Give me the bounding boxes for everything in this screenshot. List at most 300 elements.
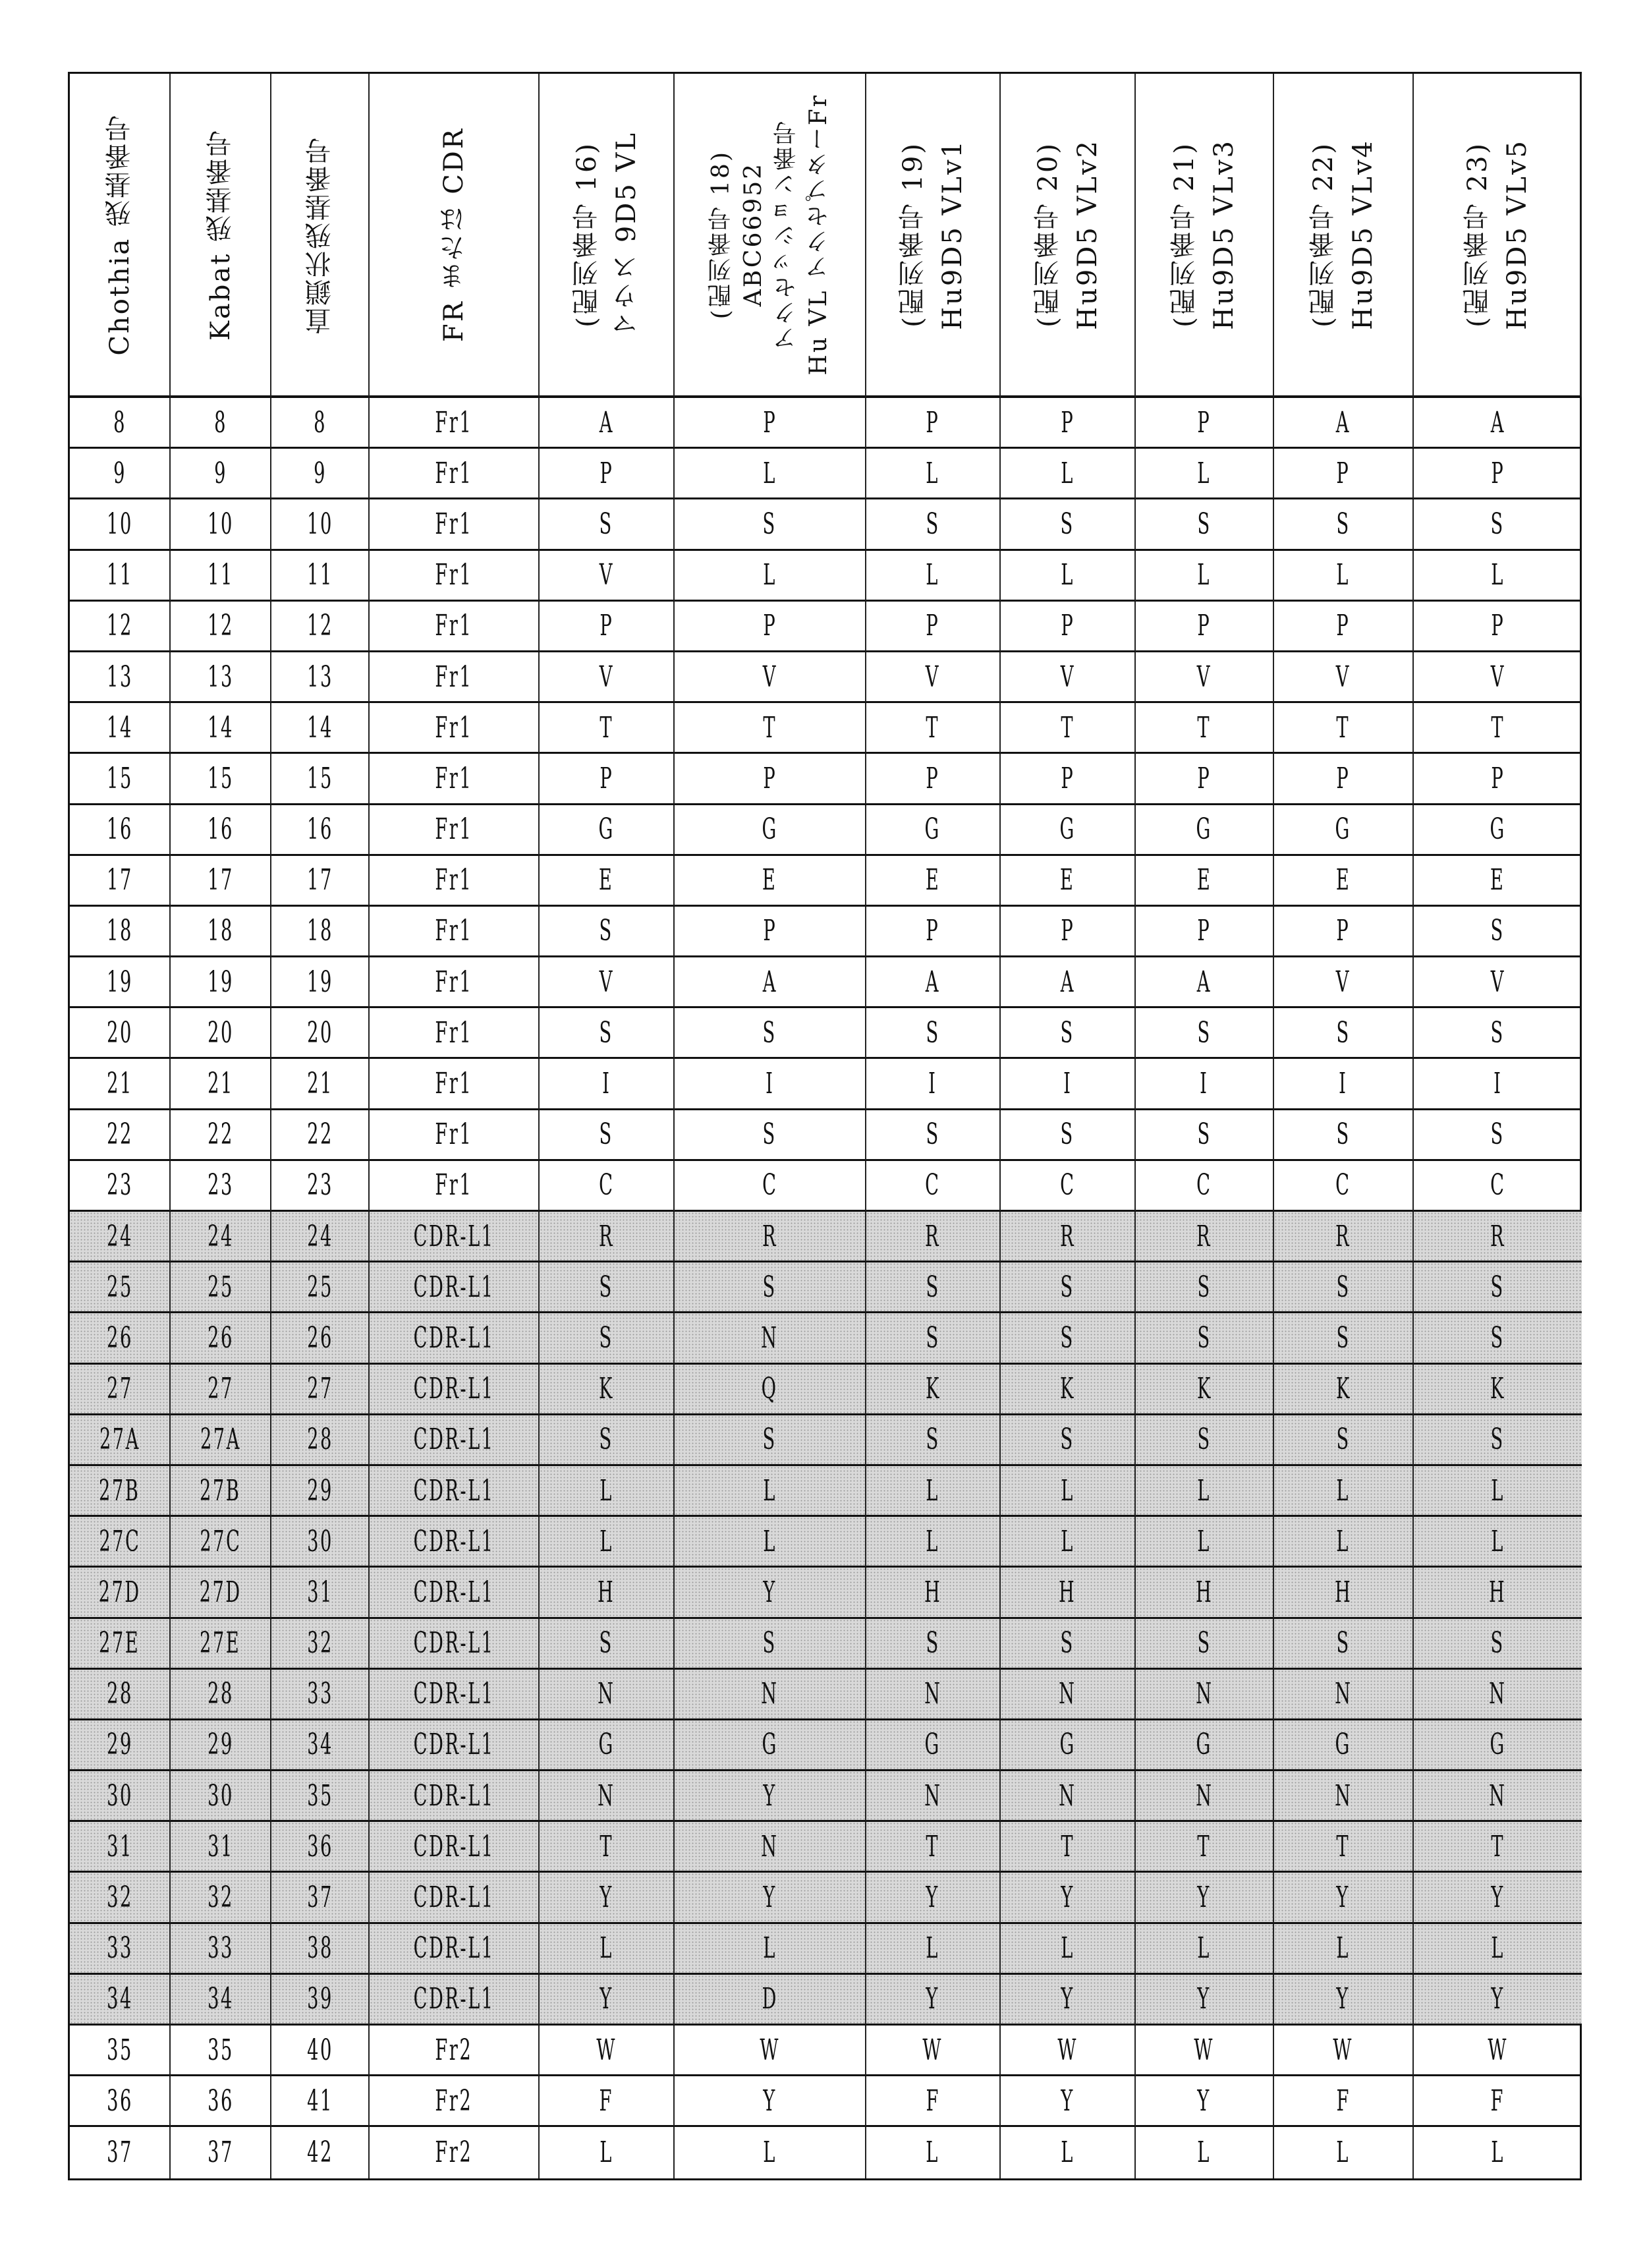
table-cell-linear: [271, 2076, 370, 2127]
cell-value: G: [762, 1728, 778, 1762]
table-cell-region: [370, 1822, 540, 1873]
cell-value: Y: [1491, 1881, 1505, 1915]
table-cell-kabat: [171, 1924, 271, 1975]
cell-value: Q: [762, 1372, 778, 1406]
cell-value: V: [1196, 660, 1212, 694]
table-cell-v3: [1136, 703, 1274, 754]
cell-value: 18: [207, 914, 234, 948]
table-cell-v5: [1414, 1262, 1582, 1313]
table-cell-kabat: [171, 1619, 271, 1670]
cell-value: 13: [106, 660, 133, 694]
table-cell-linear: [271, 499, 370, 550]
table-cell-v5: [1414, 1415, 1582, 1466]
cell-value: P: [926, 609, 940, 643]
header-hu-vl-acceptor: [675, 74, 866, 398]
cell-value: 27C: [98, 1524, 141, 1558]
header-label: Hu9D5 VLv4: [1348, 139, 1378, 330]
cell-value: K: [925, 1372, 941, 1406]
table-cell-v5: [1414, 2026, 1582, 2076]
table-cell-region: [370, 398, 540, 449]
table-cell-region: [370, 805, 540, 856]
cell-value: Y: [763, 1575, 777, 1609]
table-cell-chothia: [70, 1161, 171, 1212]
table-cell-kabat: [171, 2026, 271, 2076]
table-cell-acceptor: [675, 2026, 866, 2076]
cell-value: P: [1197, 609, 1212, 643]
table-cell-v3: [1136, 2127, 1274, 2178]
cell-value: G: [598, 1728, 615, 1762]
table-cell-v1: [866, 551, 1001, 602]
table-cell-linear: [271, 1720, 370, 1771]
cell-value: S: [599, 1015, 614, 1050]
cell-value: 27A: [200, 1423, 241, 1457]
table-cell-kabat: [171, 1161, 271, 1212]
cell-value: P: [763, 405, 777, 439]
table-cell-chothia: [70, 1517, 171, 1568]
header-hu9d5-vlv1: [866, 74, 1001, 398]
table-cell-chothia: [70, 754, 171, 805]
cell-value: N: [1489, 1778, 1507, 1813]
table-cell-chothia: [70, 499, 171, 550]
cell-value: 29: [106, 1728, 133, 1762]
cell-value: 19: [106, 965, 133, 999]
cell-value: 27A: [99, 1423, 140, 1457]
cell-value: K: [1335, 1372, 1351, 1406]
cell-value: 31: [207, 1829, 234, 1863]
cell-value: S: [926, 1320, 940, 1355]
cell-value: V: [1335, 965, 1351, 999]
cell-value: P: [926, 914, 940, 948]
table-cell-mouse: [540, 1313, 675, 1364]
table-cell-v2: [1001, 2076, 1136, 2127]
table-cell-mouse: [540, 1059, 675, 1110]
table-cell-kabat: [171, 1822, 271, 1873]
table-cell-chothia: [70, 703, 171, 754]
table-cell-linear: [271, 1924, 370, 1975]
table-cell-v3: [1136, 1313, 1274, 1364]
cell-value: 36: [106, 2084, 133, 2118]
table-cell-v3: [1136, 1110, 1274, 1161]
cell-value: Fr1: [435, 1168, 473, 1203]
header-mouse-9d5-vl: [540, 74, 675, 398]
cell-value: 28: [207, 1677, 234, 1711]
table-cell-v4: [1274, 1975, 1414, 2026]
cell-value: L: [1336, 1473, 1351, 1508]
table-cell-linear: [271, 602, 370, 652]
cell-value: I: [1063, 1067, 1073, 1101]
cell-value: E: [1490, 863, 1505, 897]
cell-value: N: [1195, 1677, 1214, 1711]
cell-value: Fr2: [435, 2084, 473, 2118]
table-cell-kabat: [171, 602, 271, 652]
cell-value: P: [1336, 761, 1351, 795]
cell-value: R: [1059, 1219, 1076, 1253]
table-cell-kabat: [171, 1110, 271, 1161]
table-cell-linear: [271, 1212, 370, 1262]
table-cell-v1: [866, 1262, 1001, 1313]
table-cell-kabat: [171, 2076, 271, 2127]
cell-value: 27: [207, 1372, 234, 1406]
table-cell-v3: [1136, 1415, 1274, 1466]
header-label: Hu VL アクセプターFr: [804, 94, 832, 376]
table-cell-region: [370, 907, 540, 957]
cell-value: 12: [207, 609, 234, 643]
cell-value: 37: [106, 2136, 133, 2170]
cell-value: T: [1061, 710, 1075, 745]
cell-value: P: [1061, 914, 1075, 948]
header-linear: [271, 74, 370, 398]
cell-value: Fr1: [435, 1015, 473, 1050]
table-cell-kabat: [171, 856, 271, 907]
cell-value: 35: [106, 2033, 133, 2067]
table-cell-kabat: [171, 1975, 271, 2026]
cell-value: C: [1490, 1168, 1506, 1203]
table-cell-v4: [1274, 1822, 1414, 1873]
header-kabat: [171, 74, 271, 398]
cell-value: S: [926, 1626, 940, 1660]
table-cell-v5: [1414, 1365, 1582, 1415]
cell-value: T: [1336, 710, 1351, 745]
table-cell-v3: [1136, 805, 1274, 856]
table-cell-kabat: [171, 1873, 271, 1923]
cell-value: V: [925, 660, 941, 694]
cell-value: C: [1335, 1168, 1351, 1203]
table-cell-v5: [1414, 1619, 1582, 1670]
table-cell-v4: [1274, 1313, 1414, 1364]
cell-value: Fr1: [435, 558, 473, 592]
table-cell-v5: [1414, 957, 1582, 1008]
table-cell-linear: [271, 1822, 370, 1873]
cell-value: H: [924, 1575, 942, 1609]
table-cell-v2: [1001, 1822, 1136, 1873]
cell-value: N: [1195, 1778, 1214, 1813]
table-cell-v2: [1001, 551, 1136, 602]
table-cell-v1: [866, 652, 1001, 703]
cell-value: 16: [106, 812, 133, 847]
table-cell-region: [370, 499, 540, 550]
cell-value: P: [1336, 456, 1351, 490]
table-cell-mouse: [540, 805, 675, 856]
table-cell-kabat: [171, 1670, 271, 1720]
cell-value: I: [928, 1067, 937, 1101]
cell-value: Fr2: [435, 2136, 473, 2170]
cell-value: A: [1060, 965, 1075, 999]
table-grid: [70, 74, 1580, 2178]
cell-value: S: [1197, 1118, 1212, 1152]
cell-value: I: [1493, 1067, 1503, 1101]
cell-value: Y: [1197, 2084, 1212, 2118]
header-seq-id: (配列番号 21): [1169, 142, 1200, 327]
table-cell-v4: [1274, 652, 1414, 703]
table-cell-v4: [1274, 856, 1414, 907]
table-cell-acceptor: [675, 1720, 866, 1771]
cell-value: N: [598, 1778, 615, 1813]
cell-value: G: [924, 812, 941, 847]
cell-value: L: [1197, 1473, 1212, 1508]
cell-value: CDR-L1: [413, 1931, 495, 1966]
cell-value: L: [926, 2136, 940, 2170]
cell-value: W: [1194, 2033, 1215, 2067]
table-cell-mouse: [540, 1822, 675, 1873]
table-cell-acceptor: [675, 856, 866, 907]
table-cell-kabat: [171, 449, 271, 499]
cell-value: S: [1060, 1015, 1075, 1050]
table-cell-v5: [1414, 551, 1582, 602]
cell-value: 27E: [200, 1626, 241, 1660]
table-cell-v2: [1001, 1720, 1136, 1771]
cell-value: Y: [763, 1778, 777, 1813]
table-cell-linear: [271, 1873, 370, 1923]
cell-value: P: [1061, 609, 1075, 643]
table-cell-mouse: [540, 1924, 675, 1975]
table-cell-chothia: [70, 1924, 171, 1975]
cell-value: V: [1490, 660, 1505, 694]
table-cell-v2: [1001, 1517, 1136, 1568]
cell-value: L: [1197, 558, 1212, 592]
table-cell-v5: [1414, 703, 1582, 754]
cell-value: S: [1060, 1118, 1075, 1152]
table-cell-acceptor: [675, 1110, 866, 1161]
table-cell-v4: [1274, 1466, 1414, 1517]
cell-value: S: [1060, 1320, 1075, 1355]
table-cell-v4: [1274, 1161, 1414, 1212]
table-cell-chothia: [70, 1262, 171, 1313]
table-cell-v2: [1001, 1873, 1136, 1923]
cell-value: S: [1336, 1626, 1351, 1660]
cell-value: N: [761, 1677, 779, 1711]
cell-value: 8: [213, 405, 227, 439]
table-cell-region: [370, 2076, 540, 2127]
table-cell-region: [370, 1059, 540, 1110]
table-cell-kabat: [171, 805, 271, 856]
cell-value: 34: [106, 1982, 133, 2016]
cell-value: G: [1490, 812, 1506, 847]
cell-value: Y: [1336, 1881, 1351, 1915]
table-cell-mouse: [540, 398, 675, 449]
cell-value: P: [1197, 405, 1212, 439]
cell-value: L: [1061, 558, 1075, 592]
table-cell-region: [370, 1415, 540, 1466]
cell-value: 27D: [98, 1575, 141, 1609]
table-cell-mouse: [540, 1517, 675, 1568]
table-cell-v1: [866, 1873, 1001, 1923]
table-cell-mouse: [540, 1161, 675, 1212]
cell-value: F: [1490, 2084, 1505, 2118]
table-cell-linear: [271, 1975, 370, 2026]
cell-value: Y: [1336, 1982, 1351, 2016]
cell-value: 36: [306, 1829, 333, 1863]
cell-value: 10: [306, 507, 333, 541]
cell-value: L: [763, 2136, 777, 2170]
table-cell-v1: [866, 1008, 1001, 1059]
cell-value: Fr1: [435, 456, 473, 490]
cell-value: 15: [106, 761, 133, 795]
table-cell-mouse: [540, 1873, 675, 1923]
header-seq-id: (配列番号 19): [898, 142, 928, 327]
cell-value: 19: [306, 965, 333, 999]
cell-value: 34: [306, 1728, 333, 1762]
cell-value: A: [1196, 965, 1212, 999]
table-cell-kabat: [171, 1517, 271, 1568]
table-cell-chothia: [70, 1975, 171, 2026]
cell-value: Fr1: [435, 863, 473, 897]
table-cell-v5: [1414, 1975, 1582, 2026]
cell-value: 27: [306, 1372, 333, 1406]
table-cell-linear: [271, 652, 370, 703]
cell-value: L: [763, 558, 777, 592]
cell-value: R: [925, 1219, 941, 1253]
cell-value: S: [762, 1626, 777, 1660]
cell-value: Fr1: [435, 812, 473, 847]
table-cell-mouse: [540, 1975, 675, 2026]
residue-alignment-table: [68, 72, 1582, 2180]
table-cell-mouse: [540, 907, 675, 957]
table-cell-v4: [1274, 1720, 1414, 1771]
cell-value: L: [1336, 1524, 1351, 1558]
table-cell-v2: [1001, 2026, 1136, 2076]
header-label: Hu9D5 VLv3: [1209, 139, 1239, 330]
cell-value: S: [762, 1270, 777, 1304]
table-cell-chothia: [70, 1720, 171, 1771]
table-cell-v5: [1414, 1873, 1582, 1923]
cell-value: S: [1490, 507, 1505, 541]
cell-value: T: [600, 710, 613, 745]
table-cell-v1: [866, 1415, 1001, 1466]
cell-value: G: [1196, 1728, 1213, 1762]
cell-value: 25: [106, 1270, 133, 1304]
table-cell-chothia: [70, 398, 171, 449]
table-cell-acceptor: [675, 398, 866, 449]
cell-value: P: [1491, 761, 1505, 795]
table-cell-mouse: [540, 2026, 675, 2076]
cell-value: S: [1197, 507, 1212, 541]
cell-value: 28: [306, 1423, 333, 1457]
table-cell-v2: [1001, 652, 1136, 703]
table-cell-linear: [271, 1517, 370, 1568]
table-cell-v3: [1136, 957, 1274, 1008]
table-cell-v3: [1136, 1466, 1274, 1517]
cell-value: S: [1197, 1423, 1212, 1457]
table-cell-acceptor: [675, 1568, 866, 1618]
table-cell-chothia: [70, 1059, 171, 1110]
cell-value: L: [1491, 1931, 1505, 1966]
cell-value: CDR-L1: [413, 1473, 495, 1508]
cell-value: Y: [1061, 2084, 1075, 2118]
table-cell-v2: [1001, 2127, 1136, 2178]
table-cell-v1: [866, 602, 1001, 652]
table-cell-v5: [1414, 1720, 1582, 1771]
table-cell-v4: [1274, 1517, 1414, 1568]
table-cell-region: [370, 754, 540, 805]
table-cell-v1: [866, 1975, 1001, 2026]
cell-value: 31: [106, 1829, 133, 1863]
table-cell-chothia: [70, 907, 171, 957]
table-cell-mouse: [540, 2076, 675, 2127]
cell-value: Fr1: [435, 405, 473, 439]
table-cell-chothia: [70, 602, 171, 652]
cell-value: 16: [306, 812, 333, 847]
cell-value: C: [598, 1168, 615, 1203]
cell-value: P: [926, 405, 940, 439]
header-label: Hu9D5 VLv5: [1501, 139, 1532, 330]
table-cell-kabat: [171, 499, 271, 550]
cell-value: L: [1336, 1931, 1351, 1966]
table-cell-acceptor: [675, 1924, 866, 1975]
cell-value: 29: [207, 1728, 234, 1762]
cell-value: H: [1334, 1575, 1353, 1609]
table-cell-kabat: [171, 652, 271, 703]
cell-value: L: [1061, 1473, 1075, 1508]
table-cell-v1: [866, 1466, 1001, 1517]
cell-value: Fr1: [435, 710, 473, 745]
table-cell-chothia: [70, 1873, 171, 1923]
cell-value: G: [762, 812, 778, 847]
table-cell-v5: [1414, 1670, 1582, 1720]
table-cell-v4: [1274, 754, 1414, 805]
table-cell-linear: [271, 805, 370, 856]
table-cell-v3: [1136, 1262, 1274, 1313]
cell-value: L: [1197, 1524, 1212, 1558]
table-cell-v3: [1136, 1822, 1274, 1873]
table-cell-acceptor: [675, 652, 866, 703]
table-cell-linear: [271, 907, 370, 957]
cell-value: 16: [207, 812, 234, 847]
table-cell-acceptor: [675, 1161, 866, 1212]
cell-value: H: [1195, 1575, 1214, 1609]
cell-value: N: [924, 1677, 942, 1711]
table-cell-v4: [1274, 1873, 1414, 1923]
table-cell-v5: [1414, 1517, 1582, 1568]
cell-value: 35: [207, 2033, 234, 2067]
cell-value: 18: [306, 914, 333, 948]
table-cell-v4: [1274, 1415, 1414, 1466]
table-cell-v4: [1274, 1110, 1414, 1161]
table-cell-v3: [1136, 754, 1274, 805]
cell-value: N: [1334, 1677, 1353, 1711]
cell-value: T: [600, 1829, 613, 1863]
table-cell-region: [370, 1008, 540, 1059]
cell-value: 32: [306, 1626, 333, 1660]
table-cell-v5: [1414, 449, 1582, 499]
header-hu9d5-vlv3: [1136, 74, 1274, 398]
table-cell-v2: [1001, 1161, 1136, 1212]
table-cell-v3: [1136, 1720, 1274, 1771]
cell-value: 17: [106, 863, 133, 897]
table-cell-v2: [1001, 602, 1136, 652]
table-cell-region: [370, 1262, 540, 1313]
table-cell-v3: [1136, 1975, 1274, 2026]
cell-value: E: [762, 863, 777, 897]
table-cell-v4: [1274, 499, 1414, 550]
cell-value: 37: [306, 1881, 333, 1915]
cell-value: S: [1336, 1015, 1351, 1050]
cell-value: L: [926, 456, 940, 490]
cell-value: 24: [106, 1219, 133, 1253]
table-cell-v4: [1274, 1670, 1414, 1720]
cell-value: S: [1490, 1626, 1505, 1660]
header-seq-id: (配列番号 22): [1308, 142, 1339, 327]
table-cell-v2: [1001, 1262, 1136, 1313]
cell-value: L: [926, 558, 940, 592]
table-cell-linear: [271, 449, 370, 499]
cell-value: 24: [207, 1219, 234, 1253]
cell-value: CDR-L1: [413, 1372, 495, 1406]
cell-value: S: [926, 1118, 940, 1152]
table-cell-chothia: [70, 1110, 171, 1161]
cell-value: 28: [106, 1677, 133, 1711]
table-cell-v3: [1136, 1517, 1274, 1568]
table-cell-acceptor: [675, 1313, 866, 1364]
